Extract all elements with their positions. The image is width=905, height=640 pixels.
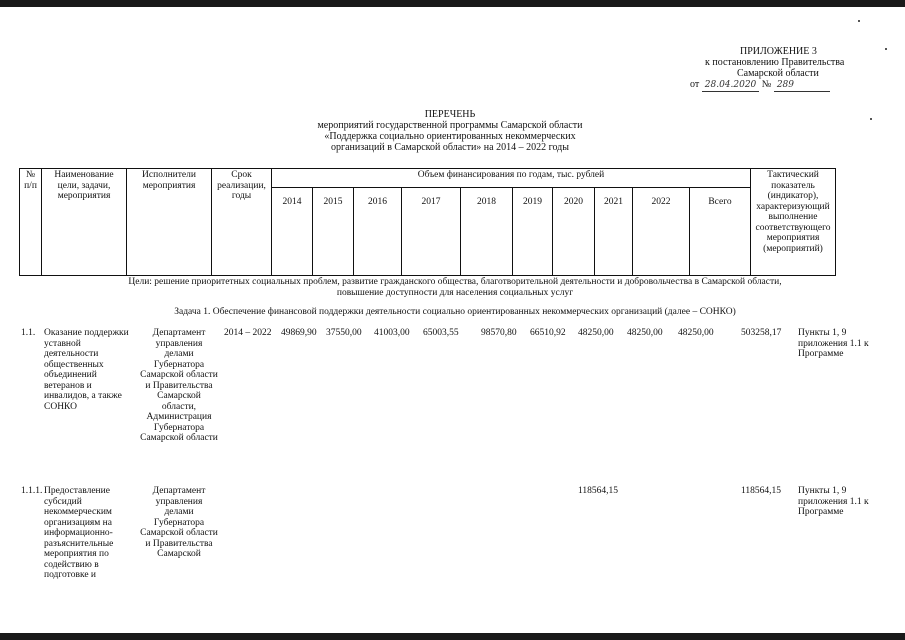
heading-line: организаций в Самарской области» на 2014 – 2022 годы <box>331 142 569 153</box>
value-2014: 49869,90 <box>281 328 317 338</box>
header-financing: Объем финансирования по годам, тыс. рублей <box>272 169 751 188</box>
appendix-header <box>690 46 905 92</box>
header-year: 2022 <box>633 188 690 276</box>
header-year: 2018 <box>461 188 513 276</box>
value-2016: 41003,00 <box>374 328 410 338</box>
header-year: 2016 <box>354 188 402 276</box>
scan-top-border <box>0 0 905 7</box>
appendix-date-line <box>690 79 905 92</box>
scan-speck <box>885 48 887 50</box>
header-year: 2017 <box>402 188 461 276</box>
value-total: 118564,15 <box>741 486 782 496</box>
header-table <box>19 168 836 276</box>
document-heading <box>240 109 660 153</box>
header-year: 2021 <box>595 188 633 276</box>
value-2015: 37550,00 <box>326 328 362 338</box>
value-2020: 118564,15 <box>578 486 619 496</box>
value-2020: 48250,00 <box>578 328 614 338</box>
appendix-line: к постановлению Правительства <box>705 57 845 68</box>
row-number: 1.1.1. <box>21 486 43 496</box>
row-term: 2014 – 2022 <box>224 328 272 338</box>
handwritten-date: 28.04.2020 <box>702 80 760 92</box>
header-name: Наименование цели, задачи, мероприятия <box>42 169 127 276</box>
header-year: 2014 <box>272 188 313 276</box>
value-2017: 65003,55 <box>423 328 459 338</box>
row-name: Оказание поддержки уставной деятельности общественных объединений ветеранов и инвалидов, а также СОНКО <box>44 328 129 412</box>
row-indicator: Пункты 1, 9 приложения 1.1 к Программе <box>798 328 869 359</box>
goals-text <box>60 277 850 299</box>
heading-line: «Поддержка социально ориентированных некоммерческих <box>324 131 576 142</box>
value-2018: 98570,80 <box>481 328 517 338</box>
header-indicator: Тактический показатель (индикатор), характеризующий выполнение соответствующего мероприятия (мероприятий) <box>751 169 836 276</box>
row-executor: Департамент управления делами Губернатора Самарской области и Правительства Самарской области, Администрация Губернатора Самарской области <box>140 328 218 443</box>
header-total: Всего <box>690 188 751 276</box>
row-executor: Департамент управления делами Губернатора Самарской области и Правительства Самарской <box>140 486 218 559</box>
value-2022: 48250,00 <box>678 328 714 338</box>
appendix-line: Самарской области <box>737 68 819 79</box>
value-2019: 66510,92 <box>530 328 566 338</box>
header-year: 2015 <box>313 188 354 276</box>
handwritten-number: 289 <box>774 80 830 92</box>
goals-line: Цели: решение приоритетных социальных проблем, развитие гражданского общества, благотворительной деятельности и добровольчества в Самарской области, <box>128 277 782 287</box>
goals-line: повышение доступности для населения социальных услуг <box>336 288 574 298</box>
row-number: 1.1. <box>21 328 36 338</box>
value-2021: 48250,00 <box>627 328 663 338</box>
scan-speck <box>870 118 872 120</box>
header-term: Срок реализации, годы <box>212 169 272 276</box>
scan-bottom-border <box>0 633 905 640</box>
heading-title: ПЕРЕЧЕНЬ <box>424 109 476 120</box>
value-total: 503258,17 <box>741 328 782 338</box>
heading-line: мероприятий государственной программы Самарской области <box>317 120 583 131</box>
from-label: от <box>690 79 700 90</box>
appendix-title: ПРИЛОЖЕНИЕ 3 <box>740 46 817 57</box>
row-indicator: Пункты 1, 9 приложения 1.1 к Программе <box>798 486 869 517</box>
header-year: 2019 <box>513 188 553 276</box>
header-num: № п/п <box>20 169 42 276</box>
task-title: Задача 1. Обеспечение финансовой поддержки деятельности социально ориентированных некоммерческих организаций (далее – СОНКО) <box>174 307 736 317</box>
number-label: № <box>761 79 772 90</box>
header-year: 2020 <box>553 188 595 276</box>
header-executor: Исполнители мероприятия <box>127 169 212 276</box>
row-name: Предоставление субсидий некоммерческим организациям на информационно-разъяснительные мероприятия по содействию в подготовке и <box>44 486 114 580</box>
scan-speck <box>858 20 860 22</box>
